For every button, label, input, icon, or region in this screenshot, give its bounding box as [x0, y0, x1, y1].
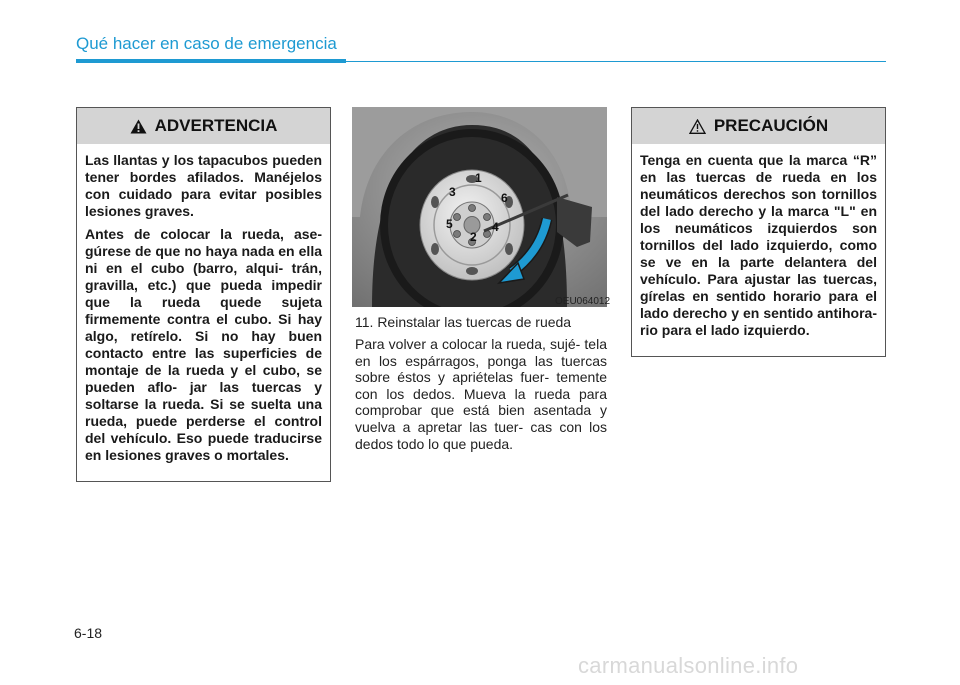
warning-box — [76, 107, 331, 482]
section-title: Qué hacer en caso de emergencia — [76, 34, 337, 53]
caution-header — [632, 108, 885, 144]
warning-paragraph-2: Antes de colocar la rueda, ase- gúrese de que no haya nada en ella ni en el cubo (barro, alqui- trán, gravilla, etc.) que pueda impedir que la rueda quede sujeta firmemente contra el cubo. Si hay algo, retírelo. Si no hay buen contacto entre las superficies de montaje de la rueda y el cubo, se pueden aflo- jar las tuercas y soltarse la rueda. Si se suelta una rueda, puede perderse el control del vehículo. Eso puede traducirse en lesiones graves o mortales. — [85, 226, 322, 463]
warning-header — [77, 108, 330, 144]
nut-number-5: 5 — [446, 217, 453, 231]
page-number: 6-18 — [74, 625, 103, 641]
instruction-paragraph: Para volver a colocar la rueda, sujé- tela en los espárragos, ponga las tuercas sobre éstos y apriételas fuer- temente con los dedos. Mueva la rueda para comprobar que está bien asentada y vuelva a apretar las tuer- cas con los dedos todo lo que pueda. — [355, 336, 607, 452]
caution-paragraph: Tenga en cuenta que la marca “R” en las tuercas de rueda en los neumáticos derechos son tornillos del lado derecho y la marca "L" en los neumáticos izquierdos son tornillos del lado izquierdo, como se ve en la parte delantera del vehículo. Para ajustar las tuercas, gírelas en sentido horario para el lado derecho y en sentido antihora- rio para el lado izquierdo. — [640, 152, 877, 338]
header-rule-thick — [76, 59, 346, 63]
warning-triangle-icon — [130, 119, 147, 134]
nut-number-6: 6 — [501, 191, 508, 205]
caution-box — [631, 107, 886, 357]
figure-code: OEU064012 — [555, 296, 611, 307]
header-rule-thin — [346, 61, 886, 62]
warning-title: ADVERTENCIA — [154, 116, 278, 135]
warning-paragraph-1: Las llantas y los tapacubos pueden tener bordes afilados. Manéjelos con cuidado para evitar posibles lesiones graves. — [85, 152, 322, 219]
watermark: carmanualsonline.info — [578, 653, 799, 678]
step-heading: 11. Reinstalar las tuercas de rueda — [355, 314, 572, 330]
nut-number-3: 3 — [449, 185, 456, 199]
wheel-figure — [352, 107, 607, 307]
nut-number-2: 2 — [470, 230, 477, 244]
nut-number-1: 1 — [475, 171, 482, 185]
caution-triangle-icon — [689, 119, 706, 134]
wheel-illustration — [352, 107, 607, 307]
nut-number-4: 4 — [492, 220, 499, 234]
caution-title: PRECAUCIÓN — [713, 116, 829, 135]
